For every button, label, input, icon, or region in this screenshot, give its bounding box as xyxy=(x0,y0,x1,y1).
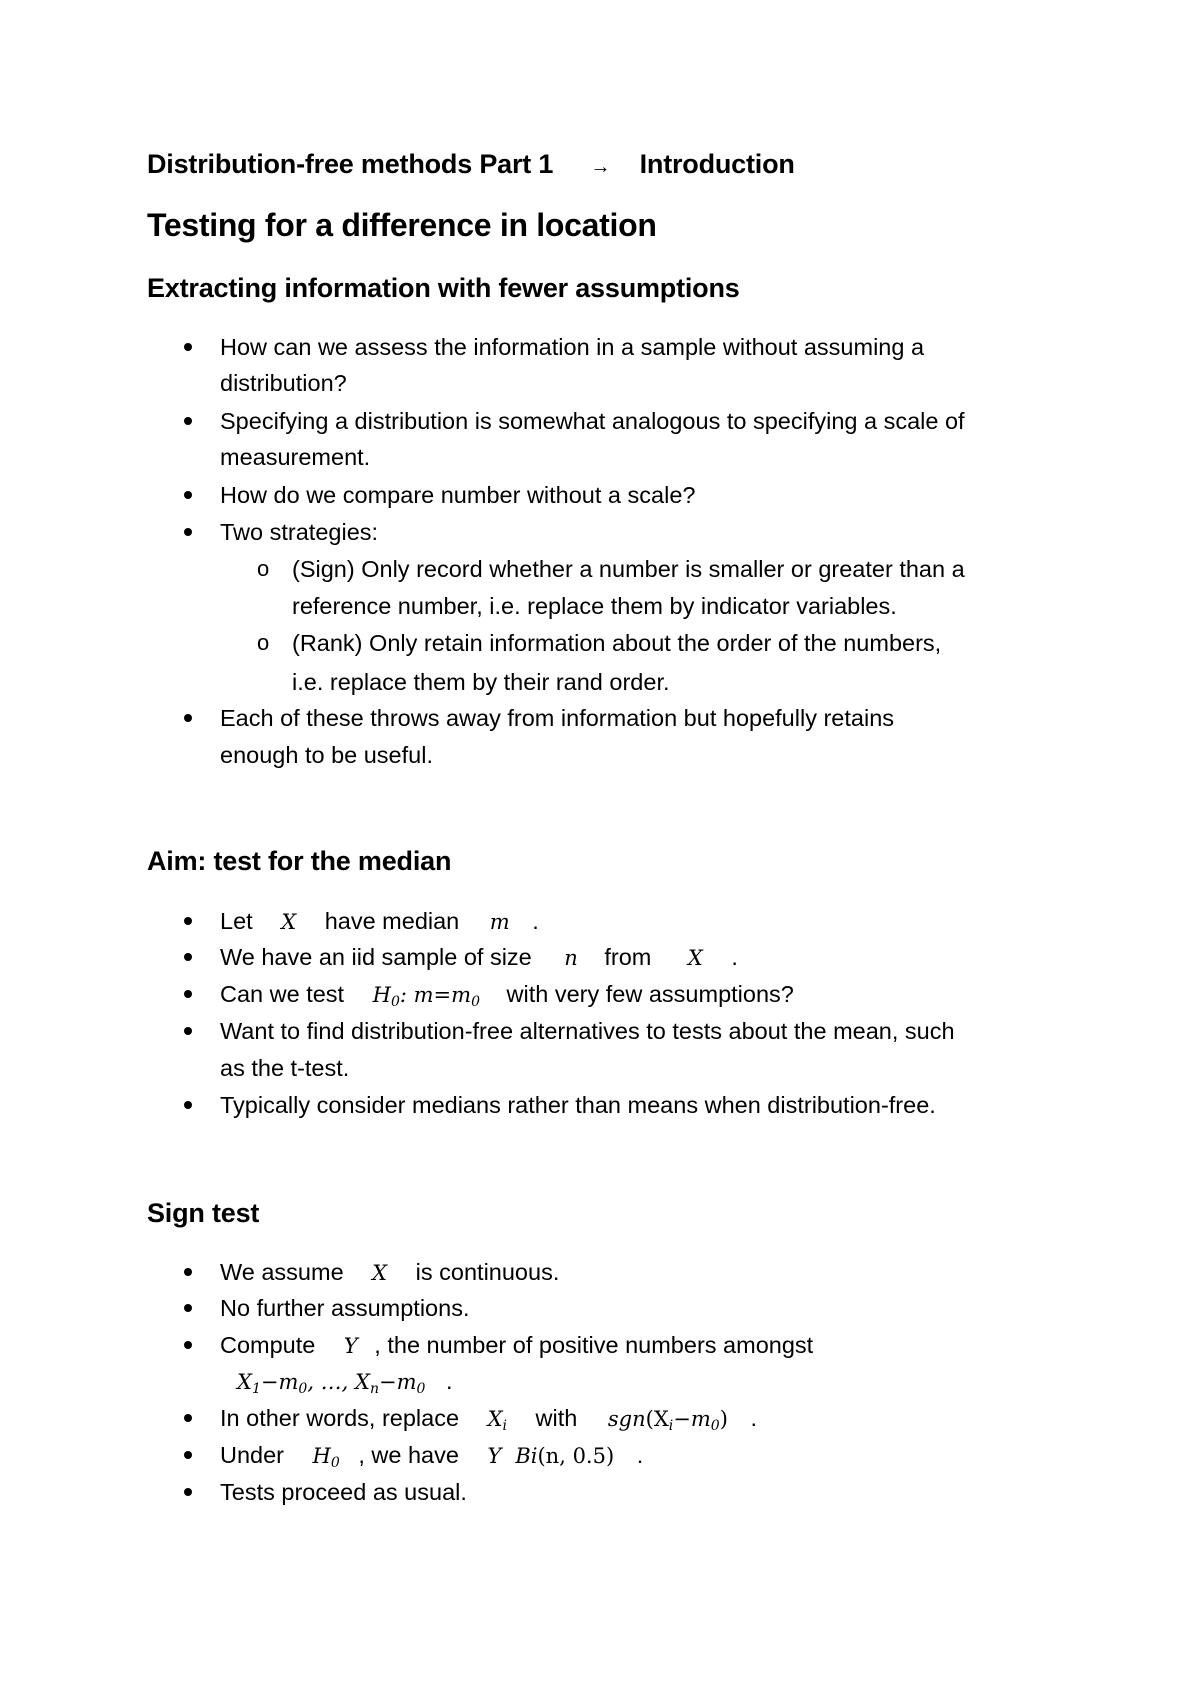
bullet-marker xyxy=(184,917,192,925)
text-run: . xyxy=(731,944,738,970)
math-symbol: Bi xyxy=(515,1444,538,1468)
math-variable-n: n xyxy=(564,946,578,970)
s1-bullet4: Two strategies: xyxy=(220,519,379,545)
s1-bullet3: How do we compare number without a scale? xyxy=(220,482,696,508)
s2-bullet1 xyxy=(220,903,539,940)
math-variable-y: Y xyxy=(343,1334,358,1358)
text-run: Can we test xyxy=(220,981,345,1007)
math-subscript: 0 xyxy=(471,994,480,1010)
bullet-marker xyxy=(184,1268,192,1276)
bullet-marker xyxy=(184,343,192,351)
text-run: with very few assumptions? xyxy=(506,981,794,1007)
text-run: have median xyxy=(324,908,460,934)
math-subscript: 0 xyxy=(710,1418,720,1434)
text-run: is continuous. xyxy=(415,1259,560,1285)
s1-bullet2-line2: measurement. xyxy=(220,444,371,470)
math-symbol: sgn xyxy=(607,1407,646,1431)
text-run: . xyxy=(532,908,539,934)
s3-bullet3-line1 xyxy=(220,1327,813,1364)
math-symbol: H xyxy=(312,1444,331,1468)
math-subscript: 1 xyxy=(251,1381,261,1397)
text-run: from xyxy=(604,944,652,970)
s1-bullet5-line2: enough to be useful. xyxy=(220,742,433,768)
math-subscript: i xyxy=(502,1418,508,1434)
math-subscript: 0 xyxy=(416,1381,426,1397)
s3-bullet3-line2 xyxy=(237,1363,453,1400)
math-symbol: X xyxy=(487,1407,503,1431)
math-hypothesis xyxy=(373,977,480,1013)
s1-sub1-line1: (Sign) Only record whether a number is smaller or greater than a xyxy=(292,556,965,582)
bullet-marker xyxy=(184,1304,192,1312)
header-right: Introduction xyxy=(639,149,795,179)
bullet-marker xyxy=(184,1414,192,1422)
text-run: Under xyxy=(220,1442,285,1468)
math-symbol: −m xyxy=(379,1370,417,1394)
s1-sub2-line2: i.e. replace them by their rand order. xyxy=(292,669,670,695)
math-variable-xi xyxy=(488,1401,507,1437)
math-subscript: i xyxy=(668,1418,674,1434)
math-symbol: −m xyxy=(673,1407,711,1431)
s2-bullet3 xyxy=(220,976,794,1013)
math-symbol: X xyxy=(237,1370,252,1394)
math-subscript: 0 xyxy=(330,1455,340,1471)
document-header xyxy=(147,149,795,180)
bullet-marker xyxy=(184,1451,192,1459)
header-arrow: → xyxy=(590,156,611,178)
text-run: , the number of positive numbers amongst xyxy=(374,1332,814,1358)
s1-sub1-line2: reference number, i.e. replace them by indicator variables. xyxy=(292,593,897,619)
math-symbol: 0.5 xyxy=(572,1444,606,1468)
s3-bullet1 xyxy=(220,1254,559,1291)
bullet-marker xyxy=(184,953,192,961)
bullet-marker xyxy=(184,714,192,722)
bullet-marker xyxy=(184,1488,192,1496)
math-subscript: 0 xyxy=(298,1381,308,1397)
math-variable-x: X xyxy=(372,1261,388,1285)
math-sequence xyxy=(237,1370,426,1397)
text-run: Let xyxy=(220,908,253,934)
math-symbol: ) xyxy=(719,1407,728,1431)
math-null-hypothesis xyxy=(313,1438,340,1474)
s1-bullet5-line1: Each of these throws away from information but hopefully retains xyxy=(220,705,895,731)
s1-bullet1-line1: How can we assess the information in a sample without assuming a xyxy=(220,334,925,360)
s3-bullet6: Tests proceed as usual. xyxy=(220,1479,467,1505)
s1-sub2-line1: (Rank) Only retain information about the order of the numbers, xyxy=(292,630,942,656)
bullet-marker xyxy=(184,1101,192,1109)
s3-bullet5 xyxy=(220,1437,643,1474)
text-run: Compute xyxy=(220,1332,316,1358)
section3-heading: Sign test xyxy=(147,1198,260,1228)
bullet-marker xyxy=(184,1027,192,1035)
text-run: with xyxy=(535,1405,578,1431)
sub-bullet-marker: o xyxy=(257,556,270,581)
s1-bullet1-line2: distribution? xyxy=(220,370,347,396)
math-subscript: 0 xyxy=(390,994,400,1010)
header-left: Distribution-free methods Part 1 xyxy=(147,149,554,179)
section2-heading: Aim: test for the median xyxy=(147,846,452,876)
math-subscript: n xyxy=(369,1381,379,1397)
s3-bullet4 xyxy=(220,1400,757,1437)
text-run: In other words, replace xyxy=(220,1405,460,1431)
s3-bullet2: No further assumptions. xyxy=(220,1295,470,1321)
math-symbol: (X xyxy=(645,1407,669,1431)
math-symbol: (n, xyxy=(537,1444,573,1468)
sub-bullet-marker: o xyxy=(257,630,270,655)
math-variable-x: X xyxy=(687,946,703,970)
page-title: Testing for a difference in location xyxy=(147,207,657,243)
math-variable-m: m xyxy=(489,910,510,934)
bullet-marker xyxy=(184,491,192,499)
text-run: . xyxy=(750,1405,757,1431)
bullet-marker xyxy=(184,528,192,536)
text-run: We have an iid sample of size xyxy=(220,944,532,970)
text-run: . xyxy=(636,1442,644,1468)
s1-bullet2-line1: Specifying a distribution is somewhat analogous to specifying a scale of xyxy=(220,408,965,434)
math-binomial xyxy=(487,1438,614,1474)
s2-bullet4-line1: Want to find distribution-free alternatives to tests about the mean, such xyxy=(220,1018,955,1044)
bullet-marker xyxy=(184,417,192,425)
text-run: . xyxy=(445,1368,453,1394)
math-symbol: ) xyxy=(605,1444,615,1468)
math-symbol: , …, X xyxy=(307,1370,370,1394)
text-run: We assume xyxy=(220,1259,344,1285)
s2-bullet4-line2: as the t-test. xyxy=(220,1055,350,1081)
math-symbol: : m=m xyxy=(399,983,472,1007)
math-symbol: H xyxy=(372,983,391,1007)
bullet-marker xyxy=(184,990,192,998)
math-sign-expression xyxy=(608,1401,728,1437)
text-run: , we have xyxy=(358,1442,459,1468)
s2-bullet5: Typically consider medians rather than means when distribution-free. xyxy=(220,1092,936,1118)
math-symbol: −m xyxy=(260,1370,299,1394)
s2-bullet2 xyxy=(220,939,738,976)
bullet-marker xyxy=(184,1341,192,1349)
math-variable-x: X xyxy=(281,910,297,934)
math-symbol: Y xyxy=(487,1444,502,1468)
section1-heading: Extracting information with fewer assumptions xyxy=(147,273,740,303)
